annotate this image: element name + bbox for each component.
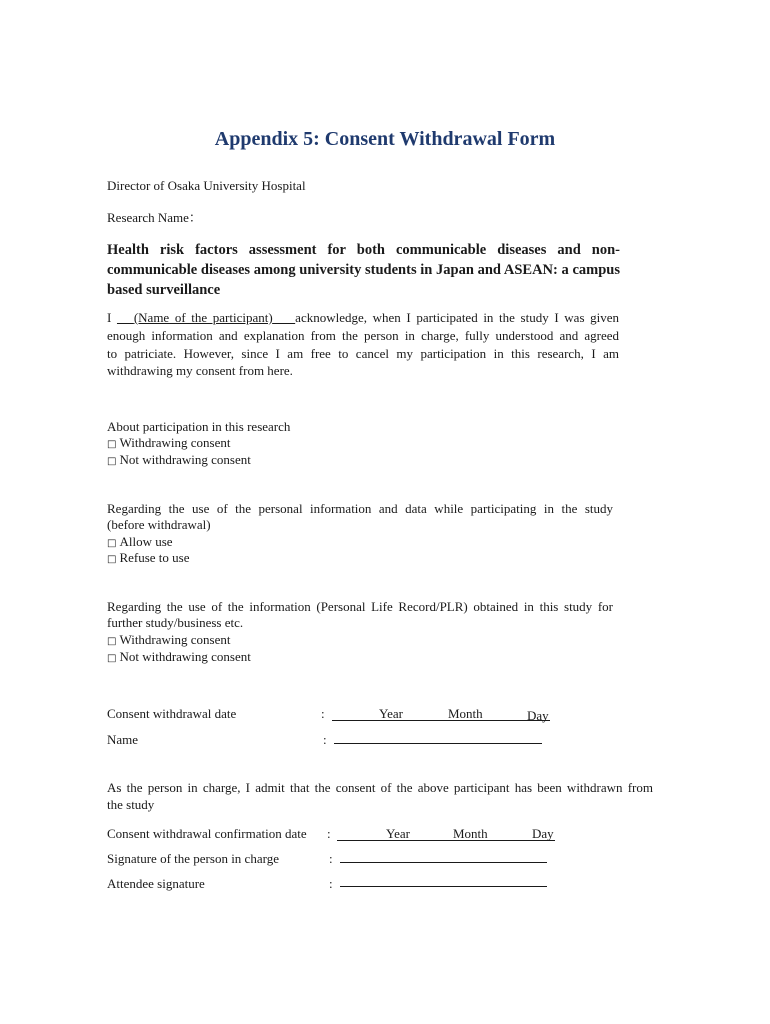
colon: :	[321, 706, 325, 721]
section2-heading-line1: Regarding the use of the personal information and data while participating in the study	[107, 501, 613, 516]
section3-option-withdrawing[interactable]: □ Withdrawing consent	[107, 632, 231, 647]
section1-option-not-withdrawing[interactable]: □ Not withdrawing consent	[107, 452, 251, 467]
section3-option-not-withdrawing[interactable]: □ Not withdrawing consent	[107, 649, 251, 664]
page-title: Appendix 5: Consent Withdrawal Form	[214, 128, 556, 150]
admission-line1: As the person in charge, I admit that the consent of the above participant has been withdrawn from	[107, 780, 653, 795]
checkbox-icon[interactable]: □	[107, 636, 117, 647]
attendee-signature-line[interactable]	[340, 886, 547, 887]
withdrawal-year: Year	[379, 706, 403, 721]
section2-option-allow[interactable]: □ Allow use	[107, 534, 173, 549]
confirmation-date-label: Consent withdrawal confirmation date	[107, 826, 307, 841]
statement-line-3: to patriciate. However, since I am free to cancel my participation in this research, I am	[107, 346, 619, 361]
checkbox-icon[interactable]: □	[107, 554, 117, 565]
statement-prefix: I	[107, 310, 112, 325]
checkbox-icon[interactable]: □	[107, 439, 117, 450]
research-name-label: Research Name：	[107, 210, 202, 225]
research-title: Health risk factors assessment for both communicable diseases and non-communicable diseases among university students in Japan and ASEAN: a campus based surveillance	[107, 242, 620, 298]
attendee-label: Attendee signature	[107, 876, 205, 891]
addressee: Director of Osaka University Hospital	[107, 178, 306, 193]
admission-line2: the study	[107, 797, 155, 812]
colon: :	[329, 851, 333, 866]
signature-label: Signature of the person in charge	[107, 851, 279, 866]
name-field-line[interactable]	[334, 743, 542, 744]
participant-placeholder: (Name of the participant)	[133, 310, 273, 325]
section2-heading-line2: (before withdrawal)	[107, 517, 211, 532]
colon: :	[327, 826, 331, 841]
confirmation-date-line[interactable]	[337, 840, 555, 841]
withdrawal-day: Day	[527, 708, 549, 723]
colon: :	[329, 876, 333, 891]
statement-line-2: enough information and explanation from the person in charge, fully understood and agreed	[107, 328, 619, 343]
signature-field-line[interactable]	[340, 862, 547, 863]
confirmation-month: Month	[453, 826, 488, 841]
section2-option-refuse[interactable]: □ Refuse to use	[107, 550, 190, 565]
withdrawal-date-line[interactable]	[332, 720, 550, 721]
colon: :	[323, 732, 327, 747]
confirmation-day: Day	[532, 826, 554, 841]
withdrawal-month: Month	[448, 706, 483, 721]
name-label: Name	[107, 732, 139, 747]
checkbox-icon[interactable]: □	[107, 456, 117, 467]
withdrawal-date-label: Consent withdrawal date	[107, 706, 237, 721]
section3-heading-line1: Regarding the use of the information (Personal Life Record/PLR) obtained in this study for	[107, 599, 613, 614]
checkbox-icon[interactable]: □	[107, 653, 117, 664]
statement-line1-rest: acknowledge, when I participated in the study I was given	[295, 310, 620, 325]
statement-line-4: withdrawing my consent from here.	[107, 363, 293, 378]
confirmation-year: Year	[386, 826, 410, 841]
participant-name-field[interactable]	[117, 310, 295, 325]
statement-line-1	[107, 309, 619, 326]
section3-heading-line2: further study/business etc.	[107, 615, 244, 630]
section1-option-withdrawing[interactable]: □ Withdrawing consent	[107, 435, 231, 450]
checkbox-icon[interactable]: □	[107, 538, 117, 549]
section1-heading: About participation in this research	[107, 419, 291, 434]
